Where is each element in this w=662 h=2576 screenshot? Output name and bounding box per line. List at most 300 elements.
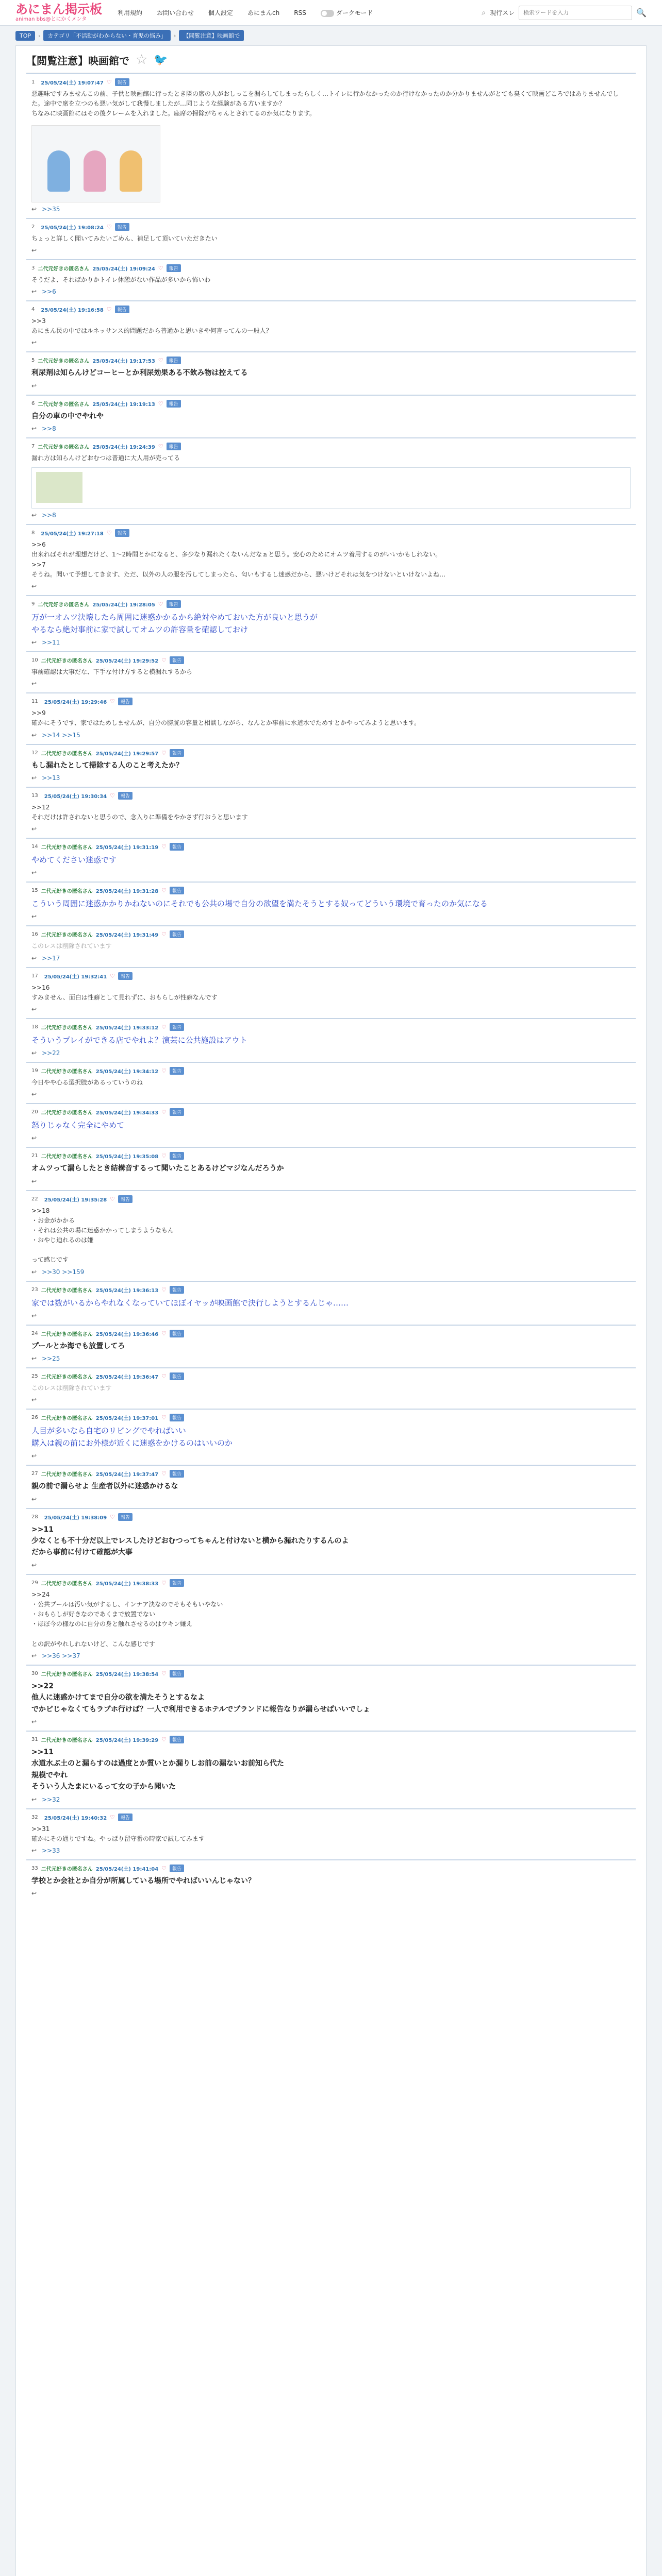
search-mode-select[interactable]: 現行スレ <box>490 9 515 16</box>
post-number[interactable]: 12 <box>31 750 38 756</box>
post-date: 25/05/24(土) 19:08:24 <box>41 225 104 231</box>
breadcrumb-top[interactable]: TOP <box>15 31 35 41</box>
reply-icon[interactable]: ↩ <box>31 1652 37 1659</box>
post-item <box>26 967 636 1018</box>
reply-icon[interactable]: ↩ <box>31 1452 37 1460</box>
report-button[interactable]: 報告 <box>167 443 181 450</box>
post-header <box>31 1195 631 1203</box>
like-heart-icon[interactable]: ♡ <box>110 1195 115 1202</box>
reply-row <box>31 774 631 782</box>
post-header <box>31 1108 631 1116</box>
post-number[interactable]: 33 <box>31 1866 38 1871</box>
post-date: 25/05/24(土) 19:17:53 <box>92 359 155 365</box>
reply-refs[interactable]: >>13 <box>42 774 60 782</box>
post-item <box>26 1808 636 1859</box>
reply-row <box>31 1006 631 1013</box>
post-header <box>31 1330 631 1337</box>
post-number[interactable]: 25 <box>31 1374 38 1380</box>
post-number[interactable]: 10 <box>31 657 38 664</box>
reply-icon[interactable]: ↩ <box>31 1005 37 1013</box>
post-header <box>31 930 631 938</box>
post-item <box>26 1062 636 1103</box>
post-header <box>31 656 631 664</box>
post-number[interactable]: 9 <box>31 601 35 607</box>
post-date: 25/05/24(土) 19:19:13 <box>92 401 155 408</box>
page-title: 【閲覧注意】映画館で <box>26 54 129 67</box>
post-body: 家では数がいるからやれなくなっていてほぼイヤッが映画館で決行しようとするんじゃ…… <box>31 1298 349 1308</box>
post-date: 25/05/24(土) 19:37:01 <box>95 1416 159 1422</box>
thread-title-row <box>26 52 636 73</box>
post-header <box>31 400 631 408</box>
report-button[interactable]: 報告 <box>170 1579 184 1587</box>
reply-row <box>31 339 631 346</box>
reply-row <box>31 1652 631 1659</box>
reply-icon[interactable]: ↩ <box>31 339 37 347</box>
like-heart-icon[interactable]: ♡ <box>161 1470 167 1478</box>
report-button[interactable]: 報告 <box>115 223 129 231</box>
reply-icon[interactable]: ↩ <box>31 1091 37 1098</box>
post-number[interactable]: 26 <box>31 1415 38 1421</box>
post-number[interactable]: 16 <box>31 931 38 938</box>
post-number[interactable]: 11 <box>31 699 38 705</box>
report-button[interactable]: 報告 <box>115 78 129 86</box>
post-item <box>26 925 636 967</box>
dark-mode-toggle[interactable] <box>321 8 373 17</box>
reply-row <box>31 639 631 646</box>
post-item <box>26 1190 636 1281</box>
like-heart-icon[interactable]: ♡ <box>158 357 163 364</box>
post-author: 二代元好きの匿名さん <box>41 1671 93 1677</box>
breadcrumb-thread[interactable]: 【閲覧注意】映画館で <box>179 30 244 41</box>
post-body: こういう周囲に迷惑かかりかねないのにそれでも公共の場で自分の欲望を満たそうとする奴ってどういう環境で育ったのか気になる <box>31 899 488 909</box>
post-date: 25/05/24(土) 19:31:19 <box>95 845 159 851</box>
post-item <box>26 595 636 651</box>
post-header <box>31 223 631 231</box>
post-body: そうだよ、そればかりかトイレ休憩がない作品が多いから怖いわ <box>31 276 211 283</box>
post-number[interactable]: 4 <box>31 306 35 312</box>
post-number[interactable]: 31 <box>31 1737 38 1743</box>
post-date: 25/05/24(土) 19:37:47 <box>95 1472 159 1478</box>
post-number[interactable]: 7 <box>31 444 35 450</box>
post-author: 二代元好きの匿名さん <box>38 266 90 272</box>
post-date: 25/05/24(土) 19:34:33 <box>95 1110 159 1116</box>
like-heart-icon[interactable]: ♡ <box>106 79 112 86</box>
link-card[interactable] <box>31 467 631 509</box>
report-button[interactable]: 報告 <box>167 600 181 608</box>
post-header <box>31 972 631 980</box>
reply-icon[interactable]: ↩ <box>31 1718 37 1726</box>
post-date: 25/05/24(土) 19:38:33 <box>95 1581 159 1587</box>
reply-row <box>31 1049 631 1057</box>
post-illustration <box>31 125 160 202</box>
post-number[interactable]: 21 <box>31 1153 38 1159</box>
reply-row <box>31 825 631 833</box>
post-number[interactable]: 5 <box>31 358 35 364</box>
post-number[interactable]: 6 <box>31 400 35 406</box>
breadcrumb <box>0 26 662 45</box>
reply-row <box>31 1355 631 1362</box>
post-body: >>11 水道水ぶ土のと漏らすのは過度とか質いとか漏りしお前の漏ないお前知ら代た 規模でやれ そういう人たまにいるって女の子から聞いた <box>31 1748 284 1791</box>
post-number[interactable]: 32 <box>31 1814 38 1820</box>
like-heart-icon[interactable]: ♡ <box>110 792 115 799</box>
post-header <box>31 1414 631 1421</box>
report-button[interactable]: 報告 <box>170 1067 184 1075</box>
report-button[interactable]: 報告 <box>167 400 181 408</box>
like-heart-icon[interactable]: ♡ <box>161 843 167 851</box>
reply-refs[interactable]: >>8 <box>42 425 56 433</box>
reply-icon[interactable]: ↩ <box>31 1561 37 1569</box>
post-number[interactable]: 20 <box>31 1109 38 1115</box>
reply-row <box>31 1452 631 1460</box>
like-heart-icon[interactable]: ♡ <box>158 264 163 272</box>
like-heart-icon[interactable]: ♡ <box>110 972 115 979</box>
post-header <box>31 792 631 800</box>
post-author: 二代元好きの匿名さん <box>41 1331 93 1337</box>
reply-refs[interactable]: >>35 <box>42 205 60 213</box>
reply-icon[interactable]: ↩ <box>31 639 37 647</box>
post-number[interactable]: 1 <box>31 79 35 85</box>
post-author: 二代元好きの匿名さん <box>41 1581 93 1587</box>
post-body: >>9 確かにそうです、家ではためしませんが、自分の膀胱の容量と相談しながら、なんとか事前に水道水でためすとかやってみようと思います。 <box>31 709 421 727</box>
reply-icon[interactable]: ↩ <box>31 425 37 433</box>
reply-icon[interactable]: ↩ <box>31 287 37 295</box>
like-heart-icon[interactable]: ♡ <box>106 306 112 313</box>
post-body: >>6 出来ればそれが理想だけど、1～2時間とかになると、多少なり漏れたくないんだなぁと思う。安心のためにオムツ着用するのがいいかもしれない。 >>7 そうね。聞いて予想してきます、ただ、以外の人の服を汚してしまったら、匂いもするし迷惑だから、悪いけどそれは気をつけないといけないよね… <box>31 541 446 578</box>
reply-icon[interactable]: ↩ <box>31 1795 37 1803</box>
post-author: 二代元好きの匿名さん <box>41 845 93 851</box>
reply-row <box>31 425 631 432</box>
post-number[interactable]: 27 <box>31 1471 38 1477</box>
reply-icon[interactable]: ↩ <box>31 1396 37 1404</box>
reply-icon[interactable]: ↩ <box>31 774 37 782</box>
like-heart-icon[interactable]: ♡ <box>161 887 167 894</box>
site-header <box>0 0 662 26</box>
post-header <box>31 1513 631 1521</box>
reply-refs[interactable]: >>25 <box>42 1355 60 1363</box>
post-item <box>26 73 636 218</box>
report-button[interactable]: 報告 <box>170 1023 184 1031</box>
like-heart-icon[interactable]: ♡ <box>161 931 167 938</box>
reply-icon[interactable]: ↩ <box>31 205 37 213</box>
post-body: 漏れ方は知らんけどおむつは普通に大人用が売ってる <box>31 454 180 462</box>
post-date: 25/05/24(土) 19:32:41 <box>44 974 107 980</box>
nav-terms[interactable]: 利用規約 <box>118 9 143 16</box>
report-button[interactable]: 報告 <box>170 656 184 664</box>
post-body: 今日やや心る選択肢があるっていうのね <box>31 1078 143 1086</box>
post-number[interactable]: 29 <box>31 1580 38 1586</box>
post-author: 二代元好きの匿名さん <box>41 933 93 939</box>
search-button-icon[interactable]: 🔍 <box>636 8 647 18</box>
post-header <box>31 264 631 272</box>
reply-row <box>31 1496 631 1503</box>
post-item <box>26 259 636 300</box>
post-body: >>24 ・公共プールは汚い気がするし、インナア決なのでそもそもいやない ・おもらしが好きなのであくまで放置でない ・ほぼ今の様なのに自分の身と触れさせるのはウキン嫌え との訳がやれしれないけど、こんな感じです <box>31 1590 223 1648</box>
nav-animanch[interactable]: あにまんch <box>247 9 280 16</box>
post-header <box>31 1286 631 1294</box>
reply-row <box>31 869 631 876</box>
nav-rss[interactable]: RSS <box>294 9 306 16</box>
toggle-switch[interactable] <box>321 10 334 17</box>
like-heart-icon[interactable]: ♡ <box>161 1865 167 1872</box>
post-author: 二代元好きの匿名さん <box>41 1472 93 1478</box>
post-body: オムツって漏らしたとき結構音するって聞いたことあるけどマジなんだろうか <box>31 1164 284 1173</box>
post-item <box>26 437 636 524</box>
post-header <box>31 843 631 851</box>
post-author: 二代元好きの匿名さん <box>41 751 93 757</box>
post-number[interactable]: 22 <box>31 1196 38 1202</box>
reply-icon[interactable]: ↩ <box>31 1355 37 1363</box>
header-nav <box>118 8 373 17</box>
post-header <box>31 1865 631 1872</box>
post-item <box>26 1859 636 1902</box>
search-icon: ⌕ <box>482 8 486 17</box>
reply-icon[interactable]: ↩ <box>31 512 37 519</box>
reply-icon[interactable]: ↩ <box>31 1495 37 1503</box>
report-button[interactable]: 報告 <box>170 1670 184 1677</box>
reply-row <box>31 382 631 389</box>
report-button[interactable]: 報告 <box>170 930 184 938</box>
post-header <box>31 78 631 86</box>
post-item <box>26 218 636 259</box>
post-body: 自分の車の中でやれや <box>31 412 104 420</box>
report-button[interactable]: 報告 <box>118 698 133 705</box>
post-author: 二代元好きの匿名さん <box>41 1416 93 1422</box>
post-author: 二代元好きの匿名さん <box>41 1375 93 1381</box>
post-author: 二代元好きの匿名さん <box>38 359 90 365</box>
reply-icon[interactable]: ↩ <box>31 1177 37 1185</box>
reply-refs[interactable]: >>11 <box>42 639 60 647</box>
reply-icon[interactable]: ↩ <box>31 913 37 921</box>
post-item <box>26 1508 636 1574</box>
favorite-star-icon[interactable]: ☆ <box>136 52 148 67</box>
report-button[interactable]: 報告 <box>170 1414 184 1421</box>
twitter-share-icon[interactable]: 🐦 <box>154 53 168 66</box>
reply-icon[interactable]: ↩ <box>31 1847 37 1854</box>
like-heart-icon[interactable]: ♡ <box>161 1736 167 1743</box>
post-author: 二代元好きの匿名さん <box>41 1867 93 1872</box>
reply-icon[interactable]: ↩ <box>31 954 37 962</box>
post-date: 25/05/24(土) 19:29:52 <box>95 658 159 665</box>
nav-settings[interactable]: 個人設定 <box>208 9 234 16</box>
report-button[interactable]: 報告 <box>115 529 129 537</box>
like-heart-icon[interactable]: ♡ <box>110 1513 115 1520</box>
report-button[interactable]: 報告 <box>170 1736 184 1743</box>
like-heart-icon[interactable]: ♡ <box>161 1286 167 1293</box>
post-number[interactable]: 3 <box>31 265 35 271</box>
report-button[interactable]: 報告 <box>118 1195 133 1203</box>
report-button[interactable]: 報告 <box>167 264 181 272</box>
post-item <box>26 838 636 882</box>
site-logo[interactable] <box>15 3 102 22</box>
report-button[interactable]: 報告 <box>170 1470 184 1478</box>
like-heart-icon[interactable]: ♡ <box>106 530 112 537</box>
like-heart-icon[interactable]: ♡ <box>161 657 167 664</box>
post-body: 親の前で漏らせよ 生産者以外に迷惑かけるな <box>31 1482 178 1491</box>
post-date: 25/05/24(土) 19:36:13 <box>95 1287 159 1294</box>
post-header <box>31 1736 631 1743</box>
post-body: そういうプレイができる店でやれよ？演芸に公共施設はアウト <box>31 1035 247 1045</box>
post-header <box>31 887 631 894</box>
post-number[interactable]: 14 <box>31 844 38 850</box>
like-heart-icon[interactable]: ♡ <box>161 749 167 756</box>
reply-refs[interactable]: >>32 <box>42 1795 60 1803</box>
post-body: 事前確認は大事だな、下手な付け方すると横漏れするから <box>31 668 193 676</box>
post-number[interactable]: 13 <box>31 792 38 799</box>
post-date: 25/05/24(土) 19:40:32 <box>44 1815 107 1821</box>
report-button[interactable]: 報告 <box>118 1814 133 1821</box>
reply-icon[interactable]: ↩ <box>31 583 37 590</box>
like-heart-icon[interactable]: ♡ <box>161 1153 167 1160</box>
post-header <box>31 1670 631 1677</box>
search-input[interactable] <box>519 6 632 20</box>
report-button[interactable]: 報告 <box>115 306 129 313</box>
logo-text: あにまん掲示板 <box>15 2 102 16</box>
post-item <box>26 524 636 595</box>
post-number[interactable]: 23 <box>31 1286 38 1293</box>
reply-icon[interactable]: ↩ <box>31 1268 37 1276</box>
reply-refs[interactable]: >>8 <box>42 512 56 519</box>
post-item <box>26 1665 636 1731</box>
breadcrumb-category[interactable]: カテゴリ「不活動がわからない・育児の悩み」 <box>43 30 171 41</box>
post-item <box>26 1147 636 1190</box>
post-number[interactable]: 17 <box>31 973 38 979</box>
report-button[interactable]: 報告 <box>170 1152 184 1160</box>
reply-icon[interactable]: ↩ <box>31 246 37 254</box>
report-button[interactable]: 報告 <box>170 843 184 851</box>
report-button[interactable]: 報告 <box>170 1108 184 1116</box>
post-item <box>26 1103 636 1147</box>
logo-subtext: animan bbs@とにかくメンタ <box>15 16 87 22</box>
post-item <box>26 395 636 437</box>
post-number[interactable]: 2 <box>31 224 35 230</box>
reply-icon[interactable]: ↩ <box>31 1890 37 1897</box>
report-button[interactable]: 報告 <box>118 792 133 800</box>
post-body: ちょっと詳しく聞いてみたいごめん、補足して頂いていただきたい <box>31 234 218 242</box>
report-button[interactable]: 報告 <box>167 357 181 364</box>
post-author: 二代元好きの匿名さん <box>41 1738 93 1744</box>
reply-icon[interactable]: ↩ <box>31 680 37 688</box>
dark-mode-label: ダークモード <box>336 9 373 16</box>
reply-row <box>31 1562 631 1569</box>
post-date: 25/05/24(土) 19:29:57 <box>95 751 159 757</box>
like-heart-icon[interactable]: ♡ <box>158 400 163 407</box>
post-number[interactable]: 15 <box>31 888 38 894</box>
report-button[interactable]: 報告 <box>170 887 184 894</box>
post-header <box>31 1067 631 1075</box>
report-button[interactable]: 報告 <box>170 1330 184 1337</box>
post-body: 人目が多いなら自宅のリビングでやればいい 購入は親の前にお外様が近くに迷惑をかけるのはいいのか <box>31 1426 233 1448</box>
post-number[interactable]: 28 <box>31 1514 38 1520</box>
reply-row <box>31 583 631 590</box>
reply-refs[interactable]: >>30 >>159 <box>42 1268 85 1276</box>
post-item <box>26 1731 636 1808</box>
reply-refs[interactable]: >>36 >>37 <box>42 1652 80 1659</box>
reply-row <box>31 1396 631 1403</box>
post-author: 二代元好きの匿名さん <box>41 658 93 665</box>
post-date: 25/05/24(土) 19:35:08 <box>95 1154 159 1160</box>
report-button[interactable]: 報告 <box>118 972 133 980</box>
post-list <box>26 73 636 1902</box>
post-date: 25/05/24(土) 19:31:28 <box>95 889 159 895</box>
post-date: 25/05/24(土) 19:38:54 <box>95 1671 159 1677</box>
like-heart-icon[interactable]: ♡ <box>161 1579 167 1586</box>
reply-icon[interactable]: ↩ <box>31 869 37 877</box>
thread-container <box>15 45 647 2576</box>
reply-refs[interactable]: >>17 <box>42 954 60 962</box>
like-heart-icon[interactable]: ♡ <box>110 698 115 705</box>
reply-refs[interactable]: >>22 <box>42 1049 60 1057</box>
post-date: 25/05/24(土) 19:33:12 <box>95 1025 159 1031</box>
reply-row <box>31 206 631 213</box>
reply-icon[interactable]: ↩ <box>31 1312 37 1319</box>
reply-row <box>31 1718 631 1725</box>
like-heart-icon[interactable]: ♡ <box>161 1670 167 1677</box>
post-number[interactable]: 30 <box>31 1670 38 1676</box>
post-body: >>18 ・お金がかかる ・それは公共の場に迷惑かかってしまうようなもん ・おやじ迫れるのは嫌 って感じです <box>31 1207 174 1264</box>
post-body: >>31 確かにその通りですね。やっぱり留守番の時家で試してみます <box>31 1825 205 1842</box>
post-body: やめてください迷惑です <box>31 855 117 865</box>
post-item <box>26 300 636 351</box>
post-body: 学校とか会社とか自分が所属している場所でやればいいんじゃない？ <box>31 1877 255 1885</box>
post-body: このレスは削除されています <box>31 1384 112 1392</box>
post-date: 25/05/24(土) 19:36:46 <box>95 1331 159 1337</box>
post-number[interactable]: 18 <box>31 1024 38 1030</box>
like-heart-icon[interactable]: ♡ <box>110 1814 115 1821</box>
like-heart-icon[interactable]: ♡ <box>161 1023 167 1030</box>
reply-icon[interactable]: ↩ <box>31 1049 37 1057</box>
reply-icon[interactable]: ↩ <box>31 731 37 739</box>
like-heart-icon[interactable]: ♡ <box>161 1330 167 1337</box>
post-date: 25/05/24(土) 19:07:47 <box>41 80 104 86</box>
post-header <box>31 306 631 313</box>
reply-icon[interactable]: ↩ <box>31 1134 37 1142</box>
report-button[interactable]: 報告 <box>118 1513 133 1521</box>
post-item <box>26 1018 636 1062</box>
reply-refs[interactable]: >>14 >>15 <box>42 731 80 739</box>
like-heart-icon[interactable]: ♡ <box>161 1373 167 1380</box>
like-heart-icon[interactable]: ♡ <box>161 1067 167 1074</box>
nav-contact[interactable]: お問い合わせ <box>157 9 194 16</box>
reply-row <box>31 247 631 254</box>
breadcrumb-separator: › <box>173 32 176 39</box>
report-button[interactable]: 報告 <box>170 1865 184 1872</box>
reply-row <box>31 1178 631 1185</box>
like-heart-icon[interactable]: ♡ <box>161 1414 167 1421</box>
post-number[interactable]: 8 <box>31 530 35 536</box>
reply-icon[interactable]: ↩ <box>31 382 37 389</box>
post-date: 25/05/24(土) 19:16:58 <box>41 307 104 313</box>
post-number[interactable]: 19 <box>31 1067 38 1074</box>
reply-row <box>31 913 631 920</box>
post-body: >>12 それだけは許されないと思うので、念入りに準備をやかさず行おうと思います <box>31 803 248 821</box>
reply-refs[interactable]: >>33 <box>42 1847 60 1854</box>
report-button[interactable]: 報告 <box>170 749 184 757</box>
post-author: 二代元好きの匿名さん <box>41 1154 93 1160</box>
report-button[interactable]: 報告 <box>170 1372 184 1380</box>
reply-icon[interactable]: ↩ <box>31 825 37 833</box>
post-author: 二代元好きの匿名さん <box>41 889 93 895</box>
like-heart-icon[interactable]: ♡ <box>158 601 163 608</box>
reply-refs[interactable]: >>6 <box>42 287 56 295</box>
post-author: 二代元好きの匿名さん <box>41 1110 93 1116</box>
post-author: 二代元好きの匿名さん <box>38 602 90 608</box>
like-heart-icon[interactable]: ♡ <box>161 1109 167 1116</box>
report-button[interactable]: 報告 <box>170 1286 184 1294</box>
like-heart-icon[interactable]: ♡ <box>158 443 163 450</box>
post-body: >>3 あにまん民の中ではルネッサンス的問題だから普通かと思いきや何言ってんの一般人？ <box>31 317 272 335</box>
like-heart-icon[interactable]: ♡ <box>106 223 112 230</box>
post-number[interactable]: 24 <box>31 1330 38 1336</box>
